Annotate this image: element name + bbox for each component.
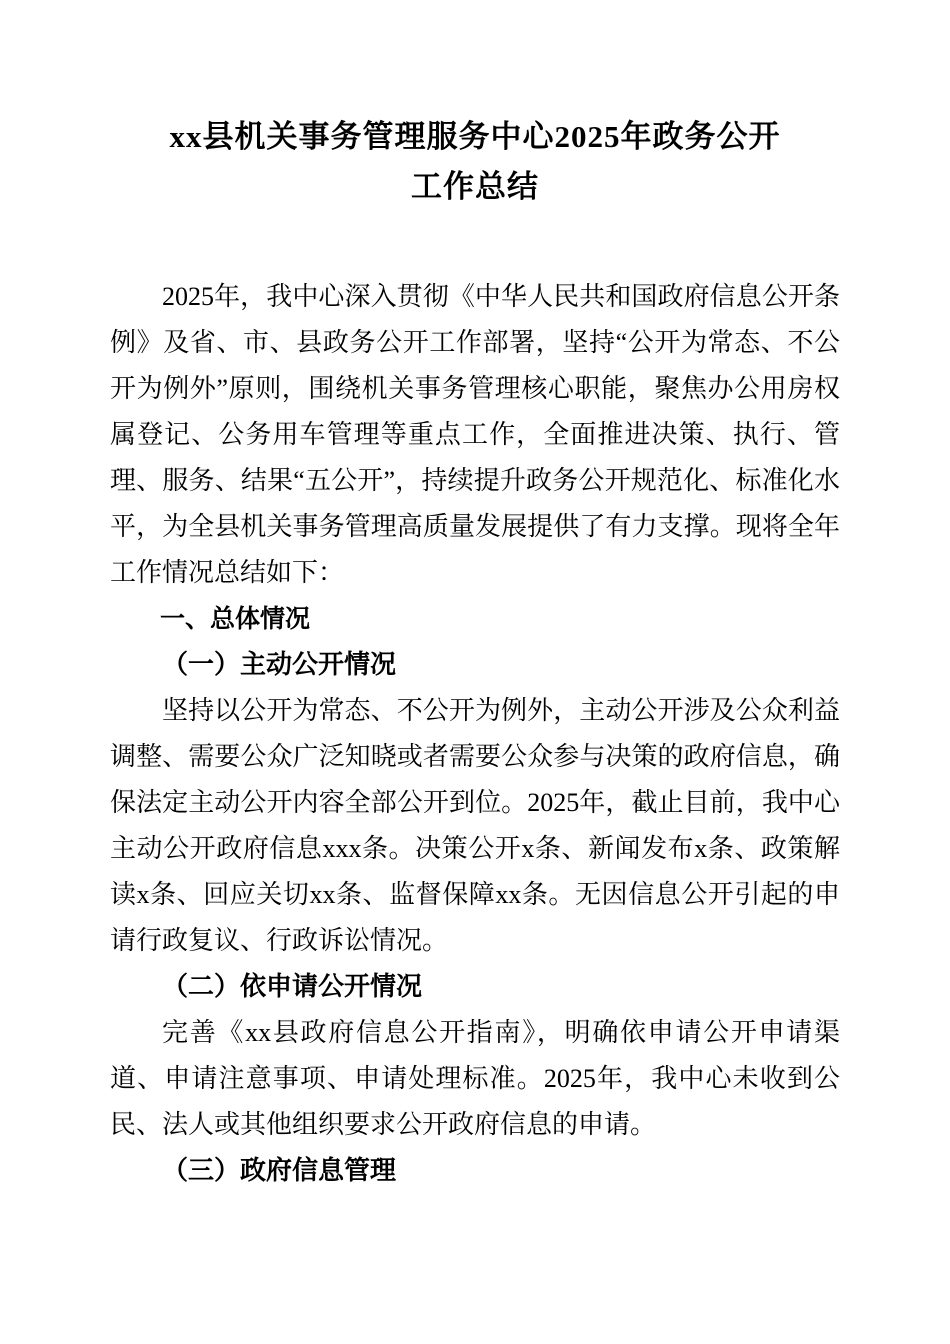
subsection-1-body: 坚持以公开为常态、不公开为例外，主动公开涉及公众利益调整、需要公众广泛知晓或者需要公众参与决策的政府信息，确保法定主动公开内容全部公开到位。2025年，截止目前，我中心主动公开政府信息xxx条。决策公开x条、新闻发布x条、政策解读x条、回应关切xx条、监督保障xx条。无因信息公开引起的申请行政复议、行政诉讼情况。 [110,696,840,955]
document-title-line-2: 工作总结 [411,169,539,204]
document-title-line-1: xx县机关事务管理服务中心2025年政务公开 [169,119,781,154]
document-title [110,112,840,212]
intro-paragraph: 2025年，我中心深入贯彻《中华人民共和国政府信息公开条例》及省、市、县政务公开工作部署，坚持“公开为常态、不公开为例外”原则，围绕机关事务管理核心职能，聚焦办公用房权属登记、公务用车管理等重点工作，全面推进决策、执行、管理、服务、结果“五公开”，持续提升政务公开规范化、标准化水平，为全县机关事务管理高质量发展提供了有力支撑。现将全年工作情况总结如下： [110,282,840,587]
subsection-1-heading: （一）主动公开情况 [162,650,397,679]
subsection-2-body: 完善《xx县政府信息公开指南》，明确依申请公开申请渠道、申请注意事项、申请处理标准。2025年，我中心未收到公民、法人或其他组织要求公开政府信息的申请。 [110,1018,840,1139]
section-1-heading: 一、总体情况 [160,605,311,633]
subsection-2-heading: （二）依申请公开情况 [162,972,423,1001]
subsection-3-heading: （三）政府信息管理 [162,1156,397,1185]
